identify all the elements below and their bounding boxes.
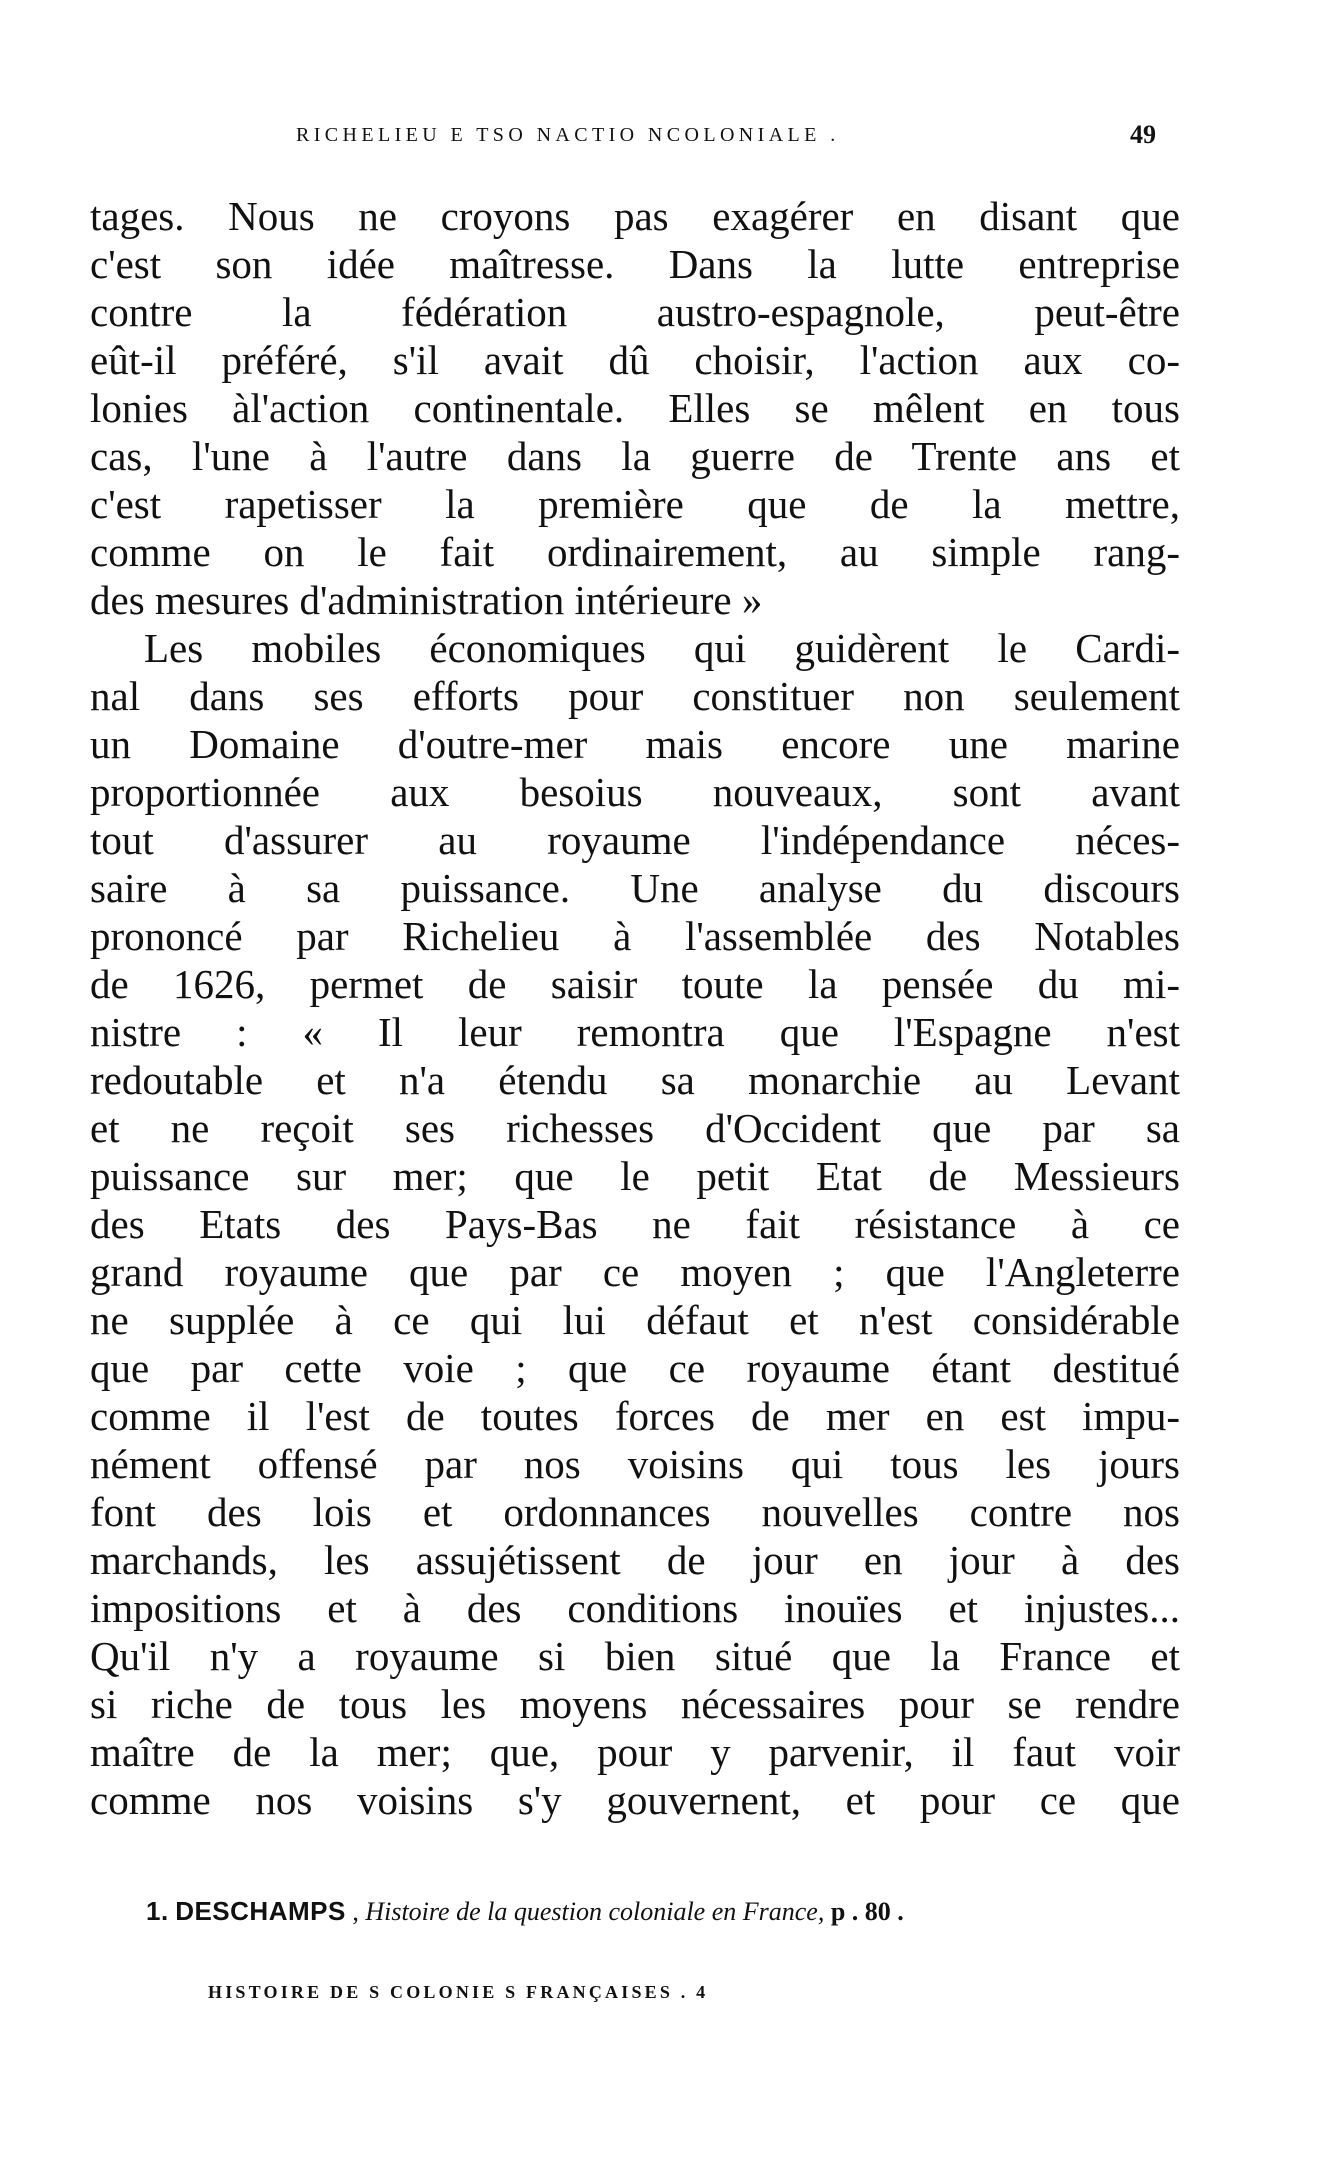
footnote-separator: , (345, 1897, 366, 1926)
footnote-title: Histoire de la question coloniale en France, (365, 1897, 825, 1926)
text-line: comme on le fait ordinairement, au simple rang- (90, 529, 1180, 575)
text-line: font des lois et ordonnances nouvelles contre nos (90, 1489, 1180, 1535)
text-line: redoutable et n'a étendu sa monarchie au Levant (90, 1057, 1180, 1103)
text-line: nistre : « Il leur remontra que l'Espagne n'est (90, 1009, 1180, 1055)
footnote (146, 1896, 904, 1927)
page-number: 49 (1130, 120, 1156, 149)
body-text (90, 192, 1180, 1824)
text-line: comme il l'est de toutes forces de mer en est impu- (90, 1393, 1180, 1439)
text-line: des Etats des Pays-Bas ne fait résistance à ce (90, 1201, 1180, 1247)
text-line: eût-il préféré, s'il avait dû choisir, l'action aux co- (90, 337, 1180, 383)
text-line: contre la fédération austro-espagnole, peut-être (90, 289, 1180, 335)
text-line: tout d'assurer au royaume l'indépendance néces- (90, 817, 1180, 863)
text-line: grand royaume que par ce moyen ; que l'Angleterre (90, 1249, 1180, 1295)
text-line: comme nos voisins s'y gouvernent, et pour ce que (90, 1777, 1180, 1823)
text-line: maître de la mer; que, pour y parvenir, il faut voir (90, 1729, 1180, 1775)
text-line: cas, l'une à l'autre dans la guerre de Trente ans et (90, 433, 1180, 479)
text-line: Qu'il n'y a royaume si bien situé que la France et (90, 1633, 1180, 1679)
text-line: impositions et à des conditions inouïes et injustes... (90, 1585, 1180, 1631)
text-line: nément offensé par nos voisins qui tous les jours (90, 1441, 1180, 1487)
footnote-marker: 1. (146, 1896, 169, 1926)
text-line: des mesures d'administration intérieure » (90, 577, 763, 623)
text-line: nal dans ses efforts pour constituer non seulement (90, 673, 1180, 719)
text-line: c'est rapetisser la première que de la mettre, (90, 481, 1180, 527)
text-line: c'est son idée maîtresse. Dans la lutte entreprise (90, 241, 1180, 287)
text-line: de 1626, permet de saisir toute la pensée du mi- (90, 961, 1180, 1007)
text-line: lonies àl'action continentale. Elles se mêlent en tous (90, 385, 1180, 431)
running-head: RICHELIEU E TSO NACTIO NCOLONIALE . (296, 124, 840, 146)
printer-signature: HISTOIRE DE S COLONIE S FRANÇAISES . 4 (208, 1982, 709, 2002)
text-line: ne supplée à ce qui lui défaut et n'est considérable (90, 1297, 1180, 1343)
text-line: puissance sur mer; que le petit Etat de Messieurs (90, 1153, 1180, 1199)
footnote-page-ref: p . 80 . (824, 1897, 904, 1926)
text-line: si riche de tous les moyens nécessaires pour se rendre (90, 1681, 1180, 1727)
text-line: un Domaine d'outre-mer mais encore une marine (90, 721, 1180, 767)
text-line: et ne reçoit ses richesses d'Occident que par sa (90, 1105, 1180, 1151)
text-line: prononcé par Richelieu à l'assemblée des Notables (90, 913, 1180, 959)
text-line: tages. Nous ne croyons pas exagérer en disant que (90, 193, 1180, 239)
text-line: que par cette voie ; que ce royaume étant destitué (90, 1345, 1180, 1391)
text-line: Les mobiles économiques qui guidèrent le Cardi- (144, 625, 1180, 671)
text-line: marchands, les assujétissent de jour en jour à des (90, 1537, 1180, 1583)
text-line: saire à sa puissance. Une analyse du discours (90, 865, 1180, 911)
text-line: proportionnée aux besoius nouveaux, sont avant (90, 769, 1180, 815)
footnote-author: DESCHAMPS (175, 1896, 346, 1926)
